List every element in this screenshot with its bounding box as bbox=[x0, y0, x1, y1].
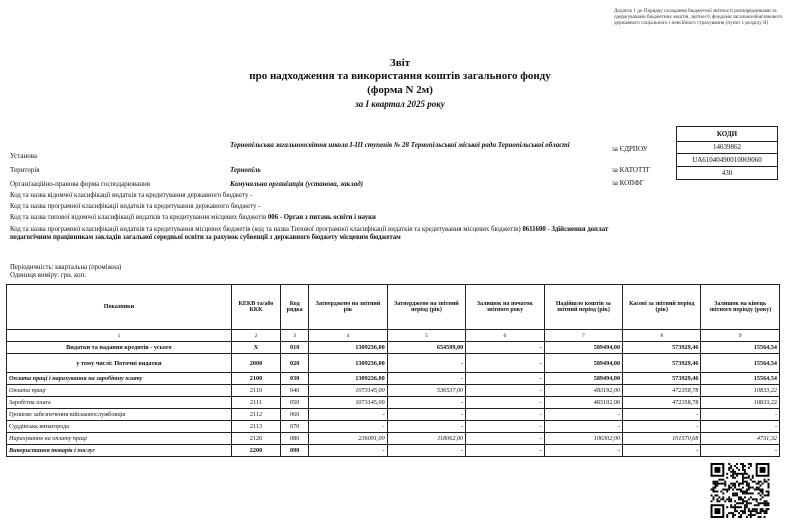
table-row bbox=[7, 342, 780, 354]
cell-code: 020 bbox=[281, 354, 309, 373]
local-program-value: 0611600 - Здійснення доплат педагогічним працівникам закладів загальної середньої освіти за рахунок субвенції з державного бюджету місцевим бюджетам bbox=[10, 226, 609, 241]
col-number: 8 bbox=[623, 330, 701, 342]
edrpou-code: 14039862 bbox=[676, 141, 778, 154]
cell-kekv: 2111 bbox=[231, 397, 280, 409]
table-row bbox=[7, 354, 780, 373]
cell-c5: - bbox=[387, 354, 465, 373]
cell-name: у тому числі: Поточні видатки bbox=[7, 354, 232, 373]
col-header: Показники bbox=[7, 285, 232, 330]
katottg-label: за КАТОТТГ bbox=[612, 166, 651, 174]
cell-c4: 1073145,00 bbox=[309, 385, 387, 397]
column-numbers-row bbox=[7, 330, 780, 342]
appendix-note: Додаток 1 до Порядку складання бюджетної звітності розпорядниками та одержувачами бюджетних коштів, звітності фондами загальнообов'язкового державного соціального і пенсійного страхування (пункт 1 розділу II) bbox=[614, 8, 783, 26]
edrpou-label: за ЄДРПОУ bbox=[612, 145, 648, 153]
cell-c4: - bbox=[309, 421, 387, 433]
table-row bbox=[7, 409, 780, 421]
col-number: 7 bbox=[544, 330, 622, 342]
table-row bbox=[7, 421, 780, 433]
cell-c5: - bbox=[387, 409, 465, 421]
org-form-label: Організаційно-правова форма господарювання bbox=[10, 180, 150, 188]
cell-code: 060 bbox=[281, 409, 309, 421]
cell-c7: 483192,00 bbox=[544, 397, 622, 409]
cell-c5: 536537,00 bbox=[387, 385, 465, 397]
cell-c4: 236091,00 bbox=[309, 433, 387, 445]
program-classification-line: Код та назва програмної класифікації видатків та кредитування державного бюджету - bbox=[10, 203, 261, 210]
cell-c8: - bbox=[623, 421, 701, 433]
cell-c5: - bbox=[387, 373, 465, 385]
cell-c8: 573929,46 bbox=[623, 354, 701, 373]
cell-c6: - bbox=[466, 421, 544, 433]
table-row bbox=[7, 385, 780, 397]
cell-c4: 1309236,00 bbox=[309, 354, 387, 373]
cell-c5: - bbox=[387, 397, 465, 409]
cell-c6: - bbox=[466, 342, 544, 354]
cell-c4: 1309236,00 bbox=[309, 342, 387, 354]
cell-name: Грошове забезпечення військовослужбовців bbox=[7, 409, 232, 421]
col-header: Залишок на кінець звітного періоду (року) bbox=[701, 285, 780, 330]
cell-c9: 15564,54 bbox=[701, 342, 780, 354]
org-form-value: Комунальна організація (установа, заклад) bbox=[230, 180, 364, 188]
cell-kekv: 2200 bbox=[231, 445, 280, 457]
report-table bbox=[6, 284, 780, 457]
cell-c4: 1309236,00 bbox=[309, 373, 387, 385]
cell-name: Видатки та надання кредитів - усього bbox=[7, 342, 232, 354]
cell-kekv: 2000 bbox=[231, 354, 280, 373]
territory-name: Тернопіль bbox=[230, 166, 261, 174]
cell-name: Оплата праці bbox=[7, 385, 232, 397]
table-row bbox=[7, 397, 780, 409]
cell-c9: - bbox=[701, 445, 780, 457]
cell-c6: - bbox=[466, 409, 544, 421]
cell-code: 070 bbox=[281, 421, 309, 433]
local-dept-classification-line bbox=[10, 214, 610, 222]
cell-code: 080 bbox=[281, 433, 309, 445]
col-header: Надійшло коштів за звітний період (рік) bbox=[544, 285, 622, 330]
cell-c6: - bbox=[466, 354, 544, 373]
col-number: 3 bbox=[281, 330, 309, 342]
kopfg-code: 430 bbox=[676, 167, 778, 180]
table-row bbox=[7, 373, 780, 385]
cell-kekv: 2113 bbox=[231, 421, 280, 433]
institution-label: Установа bbox=[10, 152, 38, 160]
katottg-code: UA61040490010069060 bbox=[676, 154, 778, 167]
col-number: 6 bbox=[466, 330, 544, 342]
cell-code: 010 bbox=[281, 342, 309, 354]
cell-c6: - bbox=[466, 445, 544, 457]
cell-c5: 654599,00 bbox=[387, 342, 465, 354]
col-header: Залишок на початок звітного року bbox=[466, 285, 544, 330]
cell-c7: - bbox=[544, 445, 622, 457]
cell-c9: 4731,32 bbox=[701, 433, 780, 445]
col-header: Затверджено на звітний період (рік) bbox=[387, 285, 465, 330]
report-subtitle: про надходження та використання коштів загального фонду bbox=[249, 70, 551, 82]
report-period: за I квартал 2025 року bbox=[355, 99, 445, 109]
table-row bbox=[7, 433, 780, 445]
cell-c9: 15564,54 bbox=[701, 354, 780, 373]
territory-label: Територія bbox=[10, 166, 40, 174]
cell-c9: 15564,54 bbox=[701, 373, 780, 385]
cell-c8: 573929,46 bbox=[623, 373, 701, 385]
col-header: КЕКВ та/або ККК bbox=[231, 285, 280, 330]
cell-c4: - bbox=[309, 445, 387, 457]
local-program-label: Код та назва програмної класифікації видатків та кредитування місцевих бюджетів (код та назва Типової програмної класифікації видатків та кредитування місцевих бюджетів) bbox=[10, 226, 521, 233]
cell-name: Оплата праці і нарахування на заробітну плату bbox=[7, 373, 232, 385]
dept-classification-line: Код та назва відомчої класифікації видатків та кредитування державного бюджету - bbox=[10, 192, 253, 199]
cell-kekv: X bbox=[231, 342, 280, 354]
local-program-classification-line bbox=[10, 226, 610, 242]
cell-c6: - bbox=[466, 385, 544, 397]
institution-name: Тернопільська загальноосвітня школа I-III ступенів № 28 Тернопільської міської ради Тернопільської області bbox=[230, 141, 570, 149]
local-dept-value: 006 - Орган з питань освіти і науки bbox=[267, 214, 376, 221]
report-title: Звіт bbox=[389, 57, 411, 69]
col-number: 4 bbox=[309, 330, 387, 342]
cell-c7: 589494,00 bbox=[544, 373, 622, 385]
cell-code: 050 bbox=[281, 397, 309, 409]
codes-header: КОДИ bbox=[676, 126, 778, 142]
cell-c9: - bbox=[701, 421, 780, 433]
col-header: Касові за звітний період (рік) bbox=[623, 285, 701, 330]
cell-name: Суддівська винагорода bbox=[7, 421, 232, 433]
cell-kekv: 2110 bbox=[231, 385, 280, 397]
cell-name: Використання товарів і послуг bbox=[7, 445, 232, 457]
cell-c8: - bbox=[623, 445, 701, 457]
cell-c7: - bbox=[544, 421, 622, 433]
col-header: Затверджено на звітний рік bbox=[309, 285, 387, 330]
cell-kekv: 2112 bbox=[231, 409, 280, 421]
cell-name: Нарахування на оплату праці bbox=[7, 433, 232, 445]
cell-c4: - bbox=[309, 409, 387, 421]
cell-kekv: 2120 bbox=[231, 433, 280, 445]
cell-c8: 101570,68 bbox=[623, 433, 701, 445]
cell-c7: 589494,00 bbox=[544, 342, 622, 354]
table-row bbox=[7, 445, 780, 457]
col-number: 9 bbox=[701, 330, 780, 342]
cell-code: 030 bbox=[281, 373, 309, 385]
cell-c7: 106302,00 bbox=[544, 433, 622, 445]
cell-kekv: 2100 bbox=[231, 373, 280, 385]
cell-c8: 472358,78 bbox=[623, 385, 701, 397]
table-header-row bbox=[7, 285, 780, 330]
cell-c6: - bbox=[466, 397, 544, 409]
cell-code: 040 bbox=[281, 385, 309, 397]
cell-c6: - bbox=[466, 373, 544, 385]
qr-code-icon bbox=[710, 463, 770, 518]
col-number: 5 bbox=[387, 330, 465, 342]
cell-c8: 573929,46 bbox=[623, 342, 701, 354]
cell-c7: - bbox=[544, 409, 622, 421]
kopfg-label: за КОПФГ bbox=[612, 179, 644, 187]
cell-c9: 10833,22 bbox=[701, 397, 780, 409]
cell-c5: - bbox=[387, 421, 465, 433]
cell-c4: 1073145,00 bbox=[309, 397, 387, 409]
col-header: Код рядка bbox=[281, 285, 309, 330]
cell-c8: 472358,78 bbox=[623, 397, 701, 409]
cell-c7: 589494,00 bbox=[544, 354, 622, 373]
cell-c9: 10833,22 bbox=[701, 385, 780, 397]
periodicity: Періодичність: квартальна (проміжна) bbox=[10, 264, 122, 271]
local-dept-label: Код та назва типової відомчої класифікації видатків та кредитування місцевих бюджетів bbox=[10, 214, 267, 221]
cell-c9: - bbox=[701, 409, 780, 421]
form-number: (форма N 2м) bbox=[367, 84, 433, 96]
cell-c5: - bbox=[387, 445, 465, 457]
col-number: 1 bbox=[7, 330, 232, 342]
cell-name: Заробітна плата bbox=[7, 397, 232, 409]
unit-of-measure: Одиниця виміру: грн. коп. bbox=[10, 272, 86, 279]
col-number: 2 bbox=[231, 330, 280, 342]
cell-c7: 483192,00 bbox=[544, 385, 622, 397]
cell-c5: 118062,00 bbox=[387, 433, 465, 445]
cell-c8: - bbox=[623, 409, 701, 421]
cell-code: 090 bbox=[281, 445, 309, 457]
cell-c6: - bbox=[466, 433, 544, 445]
